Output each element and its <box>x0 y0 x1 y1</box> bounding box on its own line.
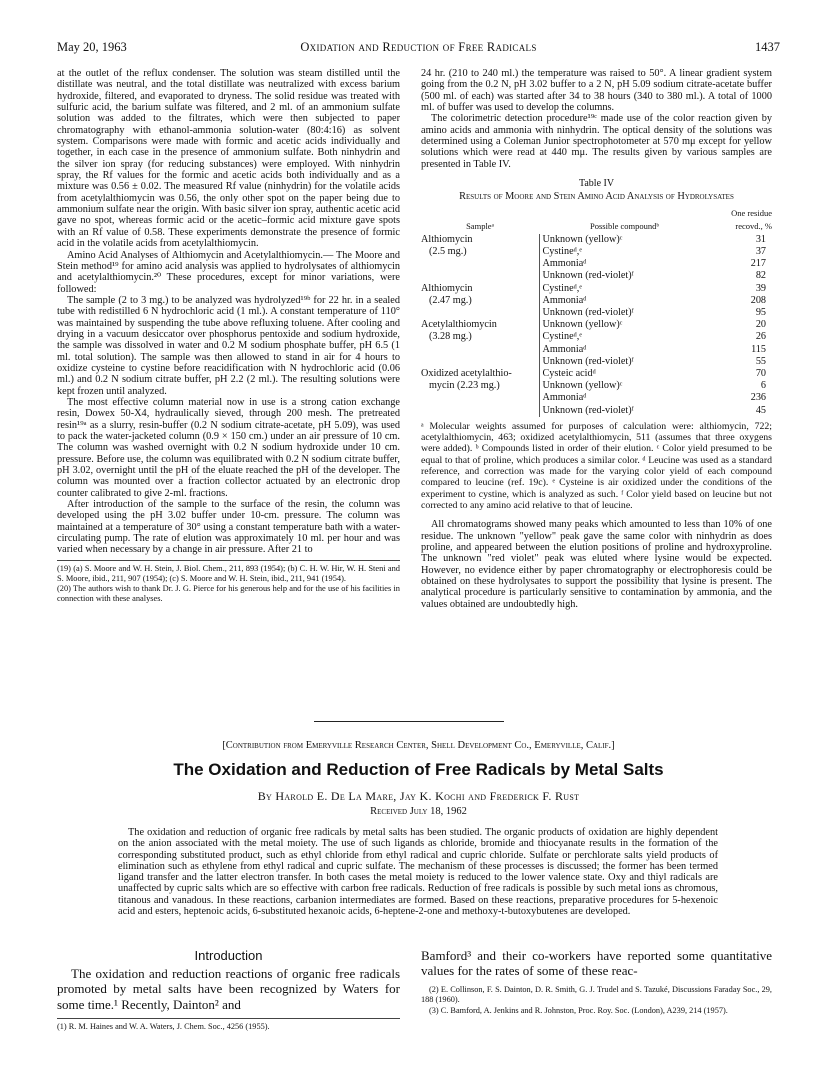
value-cell: 31 <box>755 233 766 245</box>
paragraph: The colorimetric detection procedure¹⁹ᶜ made use of the color reaction given by amino acids and ammonia with ninhydrin. The optical density of the solutions was determined using a Coleman Junior spectrophotometer at 570 mμ except for yellow solutions which were read at 440 mμ. The results given by various samples are presented in Table IV. <box>421 113 772 170</box>
sample-cell <box>421 356 539 368</box>
left-column <box>57 68 400 604</box>
value-cell: 70 <box>755 368 766 380</box>
table-row <box>421 392 772 404</box>
sample-cell: (3.28 mg.) <box>429 331 472 343</box>
sample-cell <box>421 392 539 404</box>
col-header-compound: Possible compoundᵇ <box>590 220 659 231</box>
compound-cell: Unknown (red-violet)ᶠ <box>539 270 710 282</box>
article-title: The Oxidation and Reduction of Free Radicals by Metal Salts <box>173 760 664 779</box>
compound-cell: Ammoniaᵈ <box>539 344 710 356</box>
table-title: Results of Moore and Stein Amino Acid Analysis of Hydrolysates <box>459 191 734 203</box>
value-cell: 37 <box>755 246 766 258</box>
table-label: Table IV <box>578 178 615 190</box>
col-header-sample: Sampleᵃ <box>466 220 494 231</box>
value-cell: 115 <box>751 343 766 355</box>
sample-cell <box>421 270 539 282</box>
compound-cell: Cystineᵈ,ᵉ <box>539 283 710 295</box>
value-cell: 55 <box>755 355 766 367</box>
footnote: (19) (a) S. Moore and W. H. Stein, J. Biol. Chem., 211, 893 (1954); (b) C. H. W. Hir, W. H. Steni and S. Moore, ibid., 211, 907 (1954); (c) S. Moore and W. H. Stein, ibid., 211, 941 (1954). <box>57 563 400 583</box>
header-date: May 20, 1963 <box>57 40 127 54</box>
footnote: (3) C. Bamford, A. Jenkins and R. Johnston, Proc. Roy. Soc. (London), A239, 214 (1957). <box>429 1006 728 1015</box>
footnote: (1) R. M. Haines and W. A. Waters, J. Chem. Soc., 4256 (1955). <box>57 1022 270 1031</box>
sample-cell: Althiomycin <box>421 282 473 294</box>
compound-cell: Unknown (red-violet)ᶠ <box>539 405 710 417</box>
sample-cell: (2.5 mg.) <box>429 246 467 258</box>
footnote-rule <box>57 1018 400 1019</box>
footnote: (2) E. Collinson, F. S. Dainton, D. R. Smith, G. J. Trudel and S. Tazuké, Discussions Faraday Soc., 29, 188 (1960). <box>421 985 772 1004</box>
authors: By Harold E. De La Mare, Jay K. Kochi and Frederick F. Rust <box>257 789 580 803</box>
col-header-value: One residue recovd., % <box>731 208 772 231</box>
table-row <box>421 405 772 417</box>
table-row <box>421 283 772 295</box>
table-footnotes: ᵃ Molecular weights assumed for purposes of calculation were: althiomycin, 722; acetylalthiomycin, 463; oxidized acetylalthiomycin, 511 (assumes that three oxygens were added). ᵇ Compounds listed in order of their elution. ᶜ Color yield presumed to be equal to that of proline, which produces a similar color. ᵈ Leucine was used as a standard reference, and correction was made for the varying color yield of each compound compared to leucine (ref. 19c). ᵉ Cysteine is air oxidized under the conditions of the experiment to cystine, which is analyzed as such. ᶠ Color yield based on leucine but not corrected to any amino acid relative to that of leucine. <box>421 420 772 511</box>
paragraph: After introduction of the sample to the surface of the resin, the column was developed using the pH 3.02 buffer under 10-cm. pressure. The column was maintained at a temperature of 30° using a constant temperature bath with a water-circulating pump. The rate of elution was approximately 10 ml. per hour and was varied when necessary by a change in air pressure. After 21 to <box>57 499 400 556</box>
right-column <box>421 68 772 610</box>
intro-footnotes <box>57 1018 400 1032</box>
sample-cell: mycin (2.23 mg.) <box>429 380 500 392</box>
sample-cell: (2.47 mg.) <box>429 294 472 306</box>
page-number: 1437 <box>755 40 780 54</box>
compound-cell: Unknown (yellow)ᶜ <box>539 380 710 392</box>
compound-cell: Cystineᵈ,ᵉ <box>539 246 710 258</box>
footnotes <box>57 564 400 604</box>
value-cell: 82 <box>755 270 766 282</box>
table-row <box>421 258 772 270</box>
table-row <box>421 234 772 246</box>
footnote-rule <box>57 560 400 561</box>
paragraph: The sample (2 to 3 mg.) to be analyzed was hydrolyzed¹⁹ᵇ for 22 hr. in a sealed tube with redistilled 6 N hydrochloric acid (1 ml.). A constant temperature of 110° was maintained by suspending the tube above refluxing toluene. After cooling and drying in a vacuum desiccator over phosphorus pentoxide and sodium hydroxide, the sample was dissolved in water and 0.2 M sodium phosphate buffer, pH 6.5 (1 ml. total solution). The sample was then allowed to stand in air for 4 hours to oxidize cysteine to cystine before reacidification with N hydrochloric acid (0.06 ml.) and 0.2 N sodium citrate buffer, pH 2.2 (2 ml.). The resulting solutions were kept frozen until analyzed. <box>57 294 400 397</box>
compound-cell: Ammoniaᵈ <box>539 295 710 307</box>
value-cell: 20 <box>755 319 766 331</box>
article-separator <box>314 721 504 722</box>
paragraph: Amino Acid Analyses of Althiomycin and Acetylalthiomycin.— The Moore and Stein method¹⁹ for amino acid analysis was applied to hydrolysates of althiomycin and acetylalthiomycin.²⁰ These procedures, except for minor variations, were followed: <box>57 249 400 295</box>
sample-cell: Acetylalthiomycin <box>421 319 497 331</box>
intro-paragraph: The oxidation and reduction reactions of organic free radicals promoted by metal salts have been recognized by Waters for some time.¹ Recently, Dainton² and <box>57 966 400 1012</box>
compound-cell: Unknown (yellow)ᶜ <box>539 319 710 331</box>
sample-cell <box>421 405 539 417</box>
compound-cell: Cystineᵈ,ᵉ <box>539 331 710 343</box>
value-cell: 39 <box>755 282 766 294</box>
compound-cell: Unknown (red-violet)ᶠ <box>539 307 710 319</box>
table-row <box>421 368 772 380</box>
value-cell: 6 <box>760 380 766 392</box>
table-row <box>421 295 772 307</box>
table-row <box>421 344 772 356</box>
sample-cell: Oxidized acetylalthio- <box>421 368 512 380</box>
value-cell: 45 <box>755 404 766 416</box>
compound-cell: Ammoniaᵈ <box>539 392 710 404</box>
compound-cell: Cysteic acidᵈ <box>539 368 710 380</box>
paragraph: at the outlet of the reflux condenser. The solution was steam distilled until the distillate was neutral, and the total distillate was neutralized with excess barium hydroxide, filtered, and evaporated to dryness. The solid residue was treated with sulfuric acid, the barium sulfate was filtered, and 2 ml. of an ammonium sulfate solution was added to the filtrates, which were then subjected to paper chromatography with ethanol-ammonia solution-water (80:4:16) as solvent system. Comparisons were made with formic and acetic acids individually and together, in each case in the presence of ammonium sulfate. Both ninhydrin and the silver ion spray (for reducing substances) were employed. With ninhydrin spray, the Rf values for the formic and acetic acids both individually and as a mixture was 0.56 ± 0.02. The measured Rf value (ninhydrin) for the volatile acids from acetylalthiomycin was 0.56, the only other spot on the paper being due to ammonium sulfate near the origin. With basic silver ion spray, authentic acetic acid gave no spot, whereas formic acid or the acetic–formic acid mixture gave spots with an Rf value of 0.58. These experiments demonstrate the presence of formic acid in the volatile acids from acetylalthiomycin. <box>57 68 400 250</box>
sample-cell <box>421 258 539 270</box>
value-cell: 26 <box>755 331 766 343</box>
value-cell: 217 <box>750 258 766 270</box>
contribution-line: [Contribution from Emeryville Research Center, Shell Development Co., Emeryville, Calif.] <box>222 740 615 751</box>
value-cell: 95 <box>755 307 766 319</box>
table-row <box>421 380 772 392</box>
running-title: Oxidation and Reduction of Free Radicals <box>300 40 537 54</box>
received-date: Received July 18, 1962 <box>370 806 467 817</box>
sample-cell <box>421 307 539 319</box>
value-cell: 208 <box>750 294 766 306</box>
right-footnotes <box>421 985 772 1017</box>
table-row <box>421 356 772 368</box>
compound-cell: Ammoniaᵈ <box>539 258 710 270</box>
section-heading: Introduction <box>194 948 263 963</box>
value-cell: 236 <box>750 392 766 404</box>
paragraph: The most effective column material now in use is a strong cation exchange resin, Dowex 50-X4, hydraulically sieved, through 200 mesh. The pretreated resin¹⁹ᵃ as a slurry, resin-buffer (0.2 N sodium citrate-acetate, pH 5.09), was used to pack the water-jacketed column (0.9 × 150 cm.) under an air pressure of 10 cm. The column was washed overnight with 0.2 N sodium hydroxide under 10 cm. pressure. Before use, the column was equilibrated with 0.2 N sodium citrate buffer, pH 3.02, overnight until the pH of the eluate reached the pH of the developer. The column was mounted over a fraction collector actuated by an electronic drop counter calibrated to give 2-ml. fractions. <box>57 396 400 499</box>
compound-cell: Unknown (yellow)ᶜ <box>539 234 710 246</box>
paragraph: All chromatograms showed many peaks which amounted to less than 10% of one residue. The unknown "yellow" peak gave the same color with ninhydrin as does proline, and appeared between the elution positions of proline and hydroxyproline. The unknown "red violet" peak was eluted where lysine would be expected. However, no evidence either by paper chromatography or electrophoresis could be obtained on these hydrolysates to support the possibility that lysine is present. The analytical procedure is particularly sensitive to contamination by ammonia, and the values obtained are undoubtedly high. <box>421 519 772 610</box>
table-row <box>421 319 772 331</box>
compound-cell: Unknown (red-violet)ᶠ <box>539 356 710 368</box>
abstract: The oxidation and reduction of organic free radicals by metal salts has been studied. The organic products of oxidation are highly dependent on the anion associated with the metal moiety. The use of such ligands as chloride, bromide and thiocyanate results in the formation of the corresponding substituted product, such as ethyl chloride from ethyl radical and cupric chloride. Sulfate or perchlorate salts yield products of elimination such as ethylene from ethyl radical and cupric sulfate. The mechanism of these processes is discussed; the former has been termed ligand transfer and the latter electron transfer. In both cases the metal moiety is reduced to the lower valence state. Oxy and thiyl radicals are unaffected by cupric salts which are so effective with carbon free radicals. Reduction of free radicals is possible by such metal ions as chromous, titanous and vanadous. In these reactions, carbanion intermediates are formed. Based on these reactions, preparative procedures for 5-hexenoic acid and esters, heptenoic acids, 6-substituted hexanoic acids, 6-heptene-2-one and methoxy-t-butoxybutenes are developed. <box>118 827 718 918</box>
right-intro-paragraph: Bamford³ and their co-workers have reported some quantitative values for the rates of some of these reac- <box>421 948 772 979</box>
table-iv <box>421 207 772 416</box>
footnote: (20) The authors wish to thank Dr. J. G. Pierce for his generous help and for the use of his facilities in connection with these analyses. <box>57 583 400 603</box>
sample-cell: Althiomycin <box>421 233 473 245</box>
table-row <box>421 246 772 258</box>
table-row <box>421 270 772 282</box>
paragraph: 24 hr. (210 to 240 ml.) the temperature was raised to 50°. A linear gradient system going from the 0.2 N, pH 3.02 buffer to a 2 N, pH 5.09 sodium citrate-acetate buffer (500 ml. of each) was started after 34 to 38 hours (340 to 380 ml.). A total of 1000 ml. of buffer was used to develop the columns. <box>421 68 772 114</box>
page-header <box>57 40 780 58</box>
table-row <box>421 331 772 343</box>
table-row <box>421 307 772 319</box>
sample-cell <box>421 344 539 356</box>
